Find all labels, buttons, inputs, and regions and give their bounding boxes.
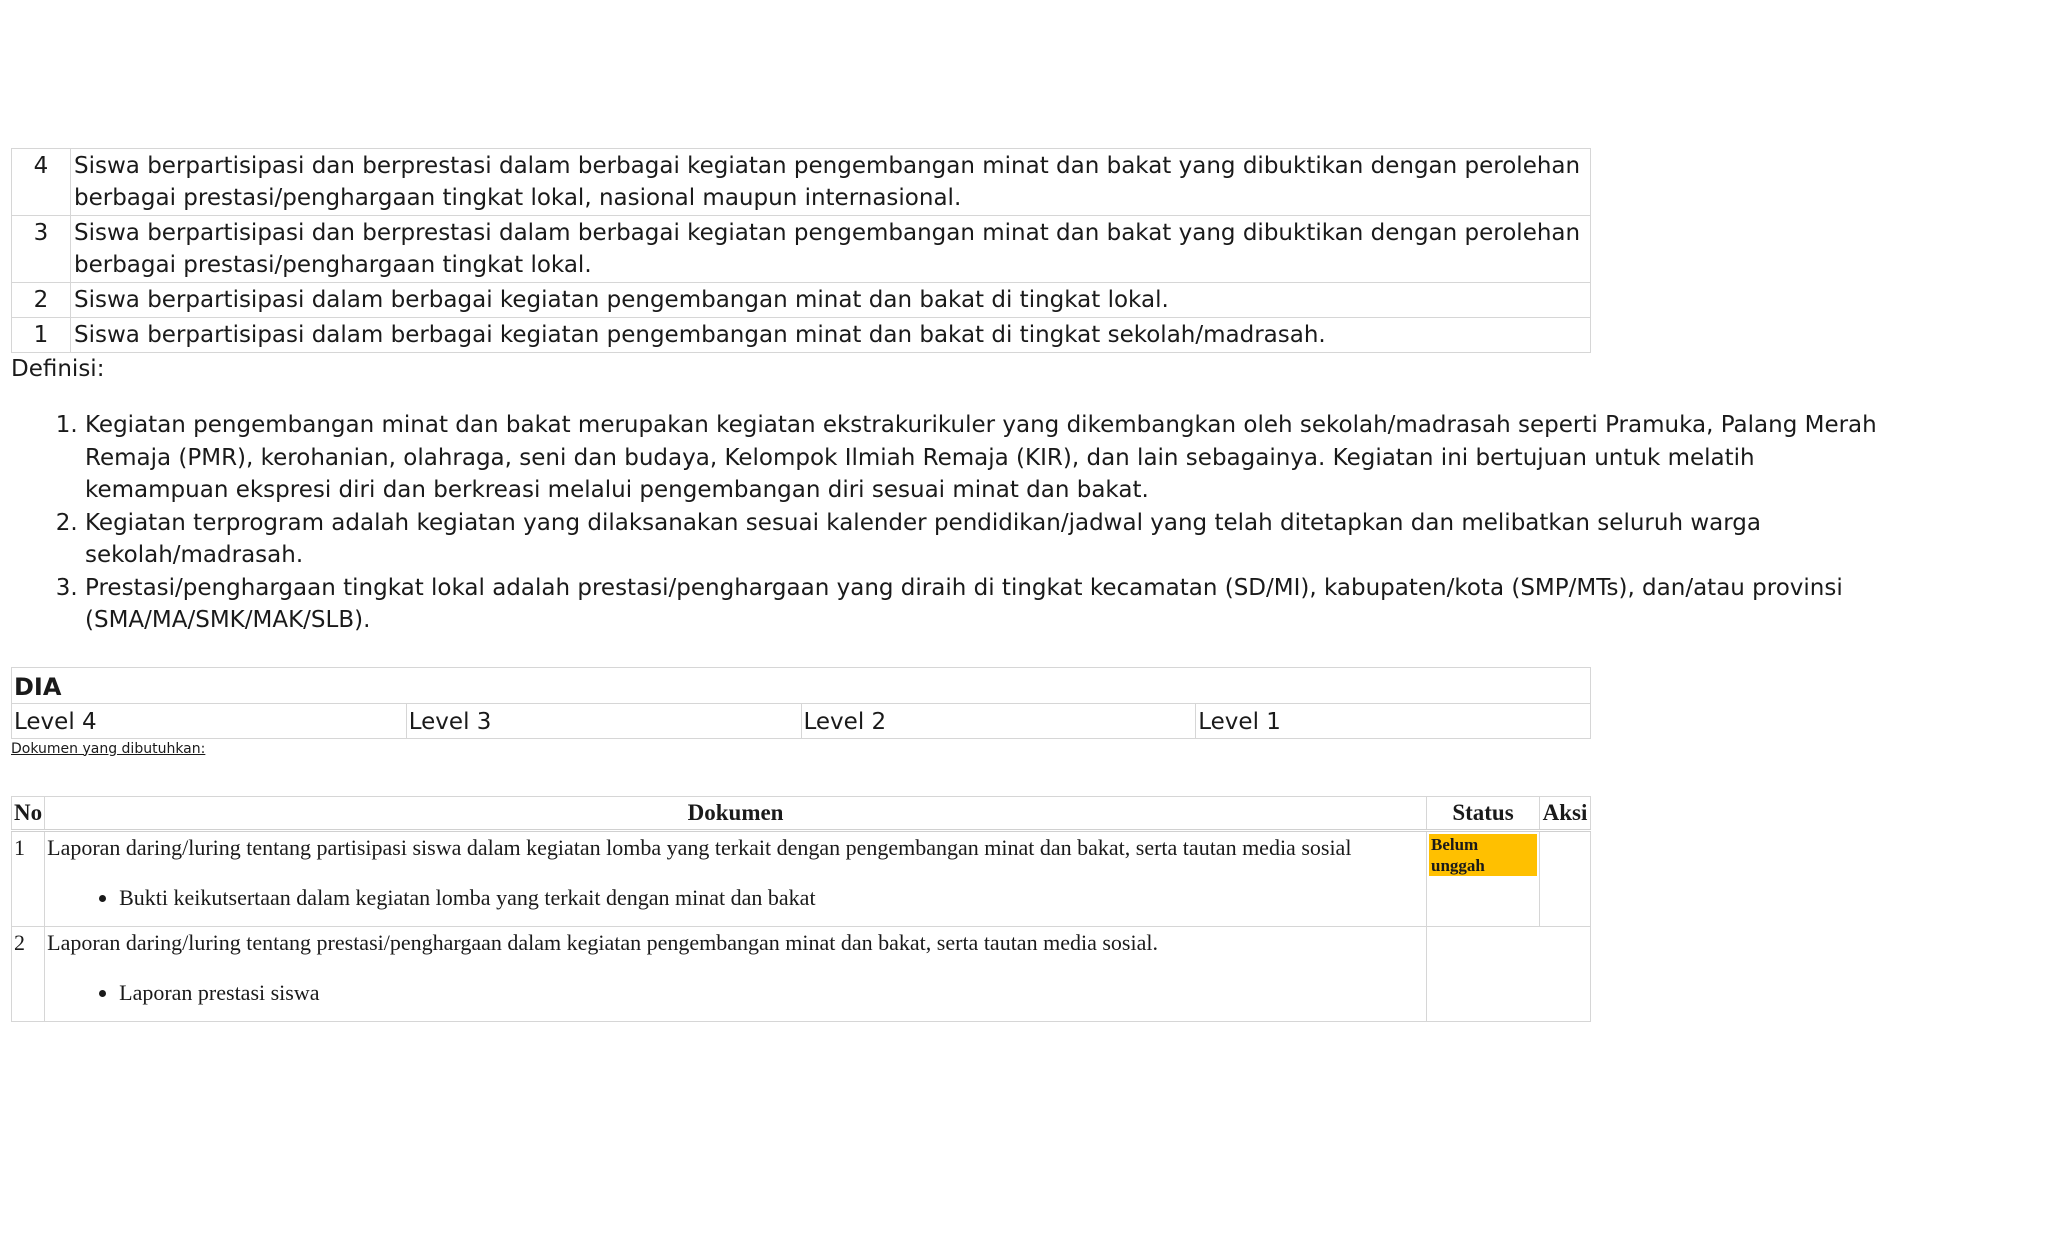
dia-level-3[interactable]: Level 3 (406, 703, 801, 738)
document-cell (45, 830, 1427, 926)
document-cell (45, 926, 1427, 1021)
definitions-title: Definisi: (11, 356, 105, 382)
dia-level-2[interactable]: Level 2 (801, 703, 1196, 738)
level-row (12, 149, 1591, 216)
document-bullet: • Bukti keikutsertaan dalam kegiatan lomba yang terkait dengan minat dan bakat (119, 884, 1424, 912)
document-bullet: • Laporan prestasi siswa (119, 979, 1424, 1007)
definition-item: 1. Kegiatan pengembangan minat dan bakat merupakan kegiatan ekstrakurikuler yang dikembangkan oleh sekolah/madrasah seperti Pramuka, Palang Merah Remaja (PMR), kerohanian, olahraga, seni dan budaya, Kelompok Ilmiah Remaja (KIR), dan lain sebagainya. Kegiatan ini bertujuan untuk melatih kemampuan ekspresi diri dan berkreasi melalui pengembangan diri sesuai minat dan bakat. (85, 409, 1905, 507)
dia-level-4[interactable]: Level 4 (12, 703, 407, 738)
level-row (12, 216, 1591, 283)
rubric-page (11, 148, 1951, 1022)
level-description: Siswa berpartisipasi dalam berbagai kegiatan pengembangan minat dan bakat di tingkat sekolah/madrasah. (71, 318, 1591, 353)
dia-level-1[interactable]: Level 1 (1196, 703, 1591, 738)
level-description: Siswa berpartisipasi dan berprestasi dalam berbagai kegiatan pengembangan minat dan bakat yang dibuktikan dengan perolehan berbagai prestasi/penghargaan tingkat lokal. (71, 216, 1591, 283)
level-description: Siswa berpartisipasi dalam berbagai kegiatan pengembangan minat dan bakat di tingkat lokal. (71, 283, 1591, 318)
header-no: No (12, 796, 45, 830)
definition-item: 2. Kegiatan terprogram adalah kegiatan yang dilaksanakan sesuai kalender pendidikan/jadwal yang telah ditetapkan dan melibatkan seluruh warga sekolah/madrasah. (85, 507, 1905, 572)
level-number: 3 (12, 216, 71, 283)
status-action-cell (1427, 926, 1591, 1021)
action-cell[interactable] (1540, 830, 1591, 926)
dia-level-row (12, 703, 1591, 738)
definitions-list (11, 409, 1905, 637)
document-description: Laporan daring/luring tentang partisipasi siswa dalam kegiatan lomba yang terkait dengan pengembangan minat dan bakat, serta tautan media sosial (47, 834, 1352, 860)
level-row (12, 318, 1591, 353)
level-description: Siswa berpartisipasi dan berprestasi dalam berbagai kegiatan pengembangan minat dan bakat yang dibuktikan dengan perolehan berbagai prestasi/penghargaan tingkat lokal, nasional maupun internasional. (71, 149, 1591, 216)
status-cell (1427, 830, 1540, 926)
level-number: 4 (12, 149, 71, 216)
document-row (12, 830, 1591, 926)
header-document: Dokumen (45, 796, 1427, 830)
definition-item: 3. Prestasi/penghargaan tingkat lokal adalah prestasi/penghargaan yang diraih di tingkat kecamatan (SD/MI), kabupaten/kota (SMP/MTs), dan/atau provinsi (SMA/MA/SMK/MAK/SLB). (85, 572, 1905, 637)
documents-table (11, 796, 1591, 1022)
level-number: 2 (12, 283, 71, 318)
document-bullets (47, 884, 1424, 912)
header-status: Status (1427, 796, 1540, 830)
document-number: 2 (12, 926, 45, 1021)
document-description: Laporan daring/luring tentang prestasi/penghargaan dalam kegiatan pengembangan minat dan bakat, serta tautan media sosial. (47, 929, 1158, 955)
dia-table (11, 667, 1591, 739)
documents-needed-label: Dokumen yang dibutuhkan: (11, 740, 206, 757)
dia-heading: DIA (12, 667, 1591, 703)
documents-header-row (12, 796, 1591, 830)
header-action: Aksi (1540, 796, 1591, 830)
status-badge: Belum unggah (1429, 834, 1537, 876)
level-row (12, 283, 1591, 318)
document-bullets (47, 979, 1424, 1007)
level-criteria-table (11, 148, 1591, 353)
document-number: 1 (12, 830, 45, 926)
document-row (12, 926, 1591, 1021)
level-number: 1 (12, 318, 71, 353)
